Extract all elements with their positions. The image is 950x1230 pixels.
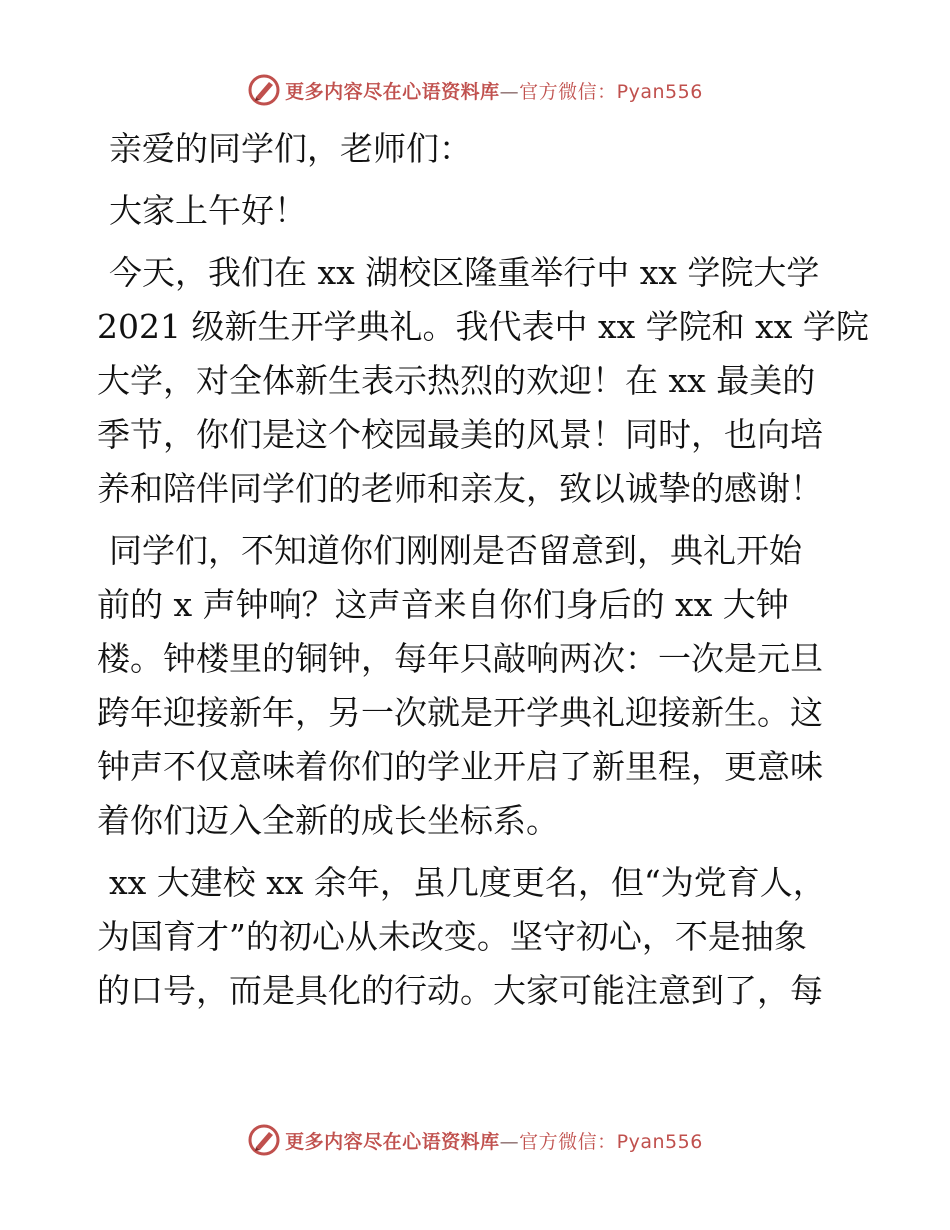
text-line: 同学们，不知道你们刚刚是否留意到，典礼开始 xyxy=(109,531,802,570)
footer-banner-sep: — xyxy=(499,1130,520,1153)
text-line: xx 大建校 xx 余年，虽几度更名，但“为党育人， xyxy=(109,863,826,902)
header-banner-main: 更多内容尽在心语资料库 xyxy=(285,80,500,103)
text-line: 养和陪伴同学们的老师和亲友，致以诚挚的感谢！ xyxy=(97,469,823,508)
header-banner-tail: 官方微信：Pyan556 xyxy=(519,80,703,103)
footer-banner-main: 更多内容尽在心语资料库 xyxy=(285,1130,500,1153)
header-banner-text xyxy=(285,77,703,104)
paragraph-hello xyxy=(97,184,857,238)
document-body xyxy=(97,122,869,1026)
red-circle-pen-logo-icon xyxy=(247,1123,281,1157)
footer-banner-text xyxy=(285,1127,703,1154)
text-line: 为国育才”的初心从未改变。坚守初心，不是抽象 xyxy=(97,917,807,956)
text-line: 着你们迈入全新的成长坐标系。 xyxy=(97,801,559,840)
header-banner xyxy=(0,70,950,110)
paragraph-welcome xyxy=(97,246,869,516)
text-line: 大学，对全体新生表示热烈的欢迎！在 xx 最美的 xyxy=(97,361,816,400)
text-line: 2021 级新生开学典礼。我代表中 xx 学院和 xx 学院 xyxy=(97,307,869,346)
text-line: 大家上午好！ xyxy=(109,191,307,230)
paragraph-bell xyxy=(97,524,857,848)
paragraph-history xyxy=(97,856,857,1018)
header-banner-sep: — xyxy=(499,80,520,103)
text-line: 跨年迎接新年，另一次就是开学典礼迎接新生。这 xyxy=(97,693,823,732)
paragraph-greeting xyxy=(97,122,857,176)
text-line: 钟声不仅意味着你们的学业开启了新里程，更意味 xyxy=(97,747,823,786)
footer-banner xyxy=(0,1120,950,1160)
text-line: 今天，我们在 xx 湖校区隆重举行中 xx 学院大学 xyxy=(109,253,820,292)
text-line: 前的 x 声钟响？这声音来自你们身后的 xx 大钟 xyxy=(97,585,789,624)
text-line: 季节，你们是这个校园最美的风景！同时，也向培 xyxy=(97,415,823,454)
footer-banner-tail: 官方微信：Pyan556 xyxy=(519,1130,703,1153)
red-circle-pen-logo-icon xyxy=(247,73,281,107)
text-line: 亲爱的同学们，老师们： xyxy=(109,129,472,168)
text-line: 楼。钟楼里的铜钟，每年只敲响两次：一次是元旦 xyxy=(97,639,823,678)
text-line: 的口号，而是具化的行动。大家可能注意到了，每 xyxy=(97,971,823,1010)
